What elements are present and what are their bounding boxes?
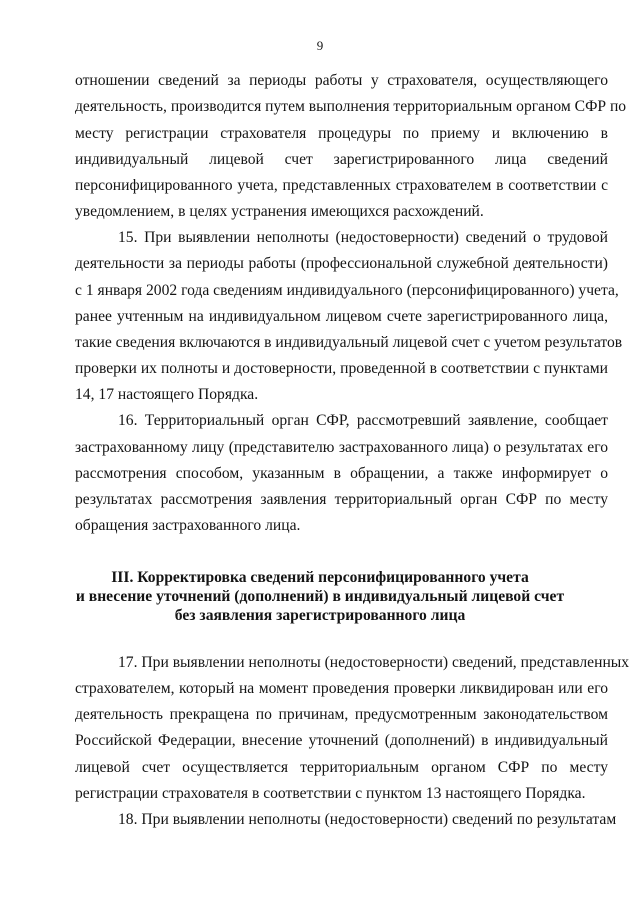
text-line: застрахованному лицу (представителю застрахованного лица) о результатах его [75,439,608,456]
text-line: деятельность прекращена по причинам, предусмотренным законодательством [75,706,608,723]
paragraph-17-first-line: 17. При выявлении неполноты (недостоверности) сведений, представленных [118,654,630,671]
text-line: деятельности за периоды работы (профессиональной служебной деятельности) [75,255,608,272]
text-line: месту регистрации страхователя процедуры по приему и включению в [75,125,608,142]
text-line: обращения застрахованного лица. [75,517,301,534]
text-line: проверки их полноты и достоверности, проведенной в соответствии с пунктами [75,360,608,377]
text-line: уведомлением, в целях устранения имеющихся расхождений. [75,203,484,220]
text-line: регистрации страхователя в соответствии с пунктом 13 настоящего Порядка. [75,785,586,802]
text-line: Российской Федерации, внесение уточнений (дополнений) в индивидуальный [75,732,608,749]
text-line: персонифицированного учета, представленных страхователем в соответствии с [75,177,608,194]
text-line: такие сведения включаются в индивидуальный лицевой счет с учетом результатов [75,334,623,351]
text-line: лицевой счет осуществляется территориальным органом СФР по месту [75,759,608,776]
text-line: отношении сведений за периоды работы у страхователя, осуществляющего [75,72,608,89]
text-line: индивидуальный лицевой счет зарегистрированного лица сведений [75,151,608,168]
text-line: 14, 17 настоящего Порядка. [75,386,259,403]
text-line: деятельность, производится путем выполнения территориальным органом СФР по [75,98,627,115]
page-number: 9 [316,38,324,53]
text-line: рассмотрения способом, указанным в обращении, а также информирует о [75,465,608,482]
text-line: ранее учтенным на индивидуальном лицевом счете зарегистрированного лица, [75,308,608,325]
section-heading-line: и внесение уточнений (дополнений) в индивидуальный лицевой счет [75,588,565,605]
section-heading-line: без заявления зарегистрированного лица [174,607,466,624]
paragraph-16-first-line: 16. Территориальный орган СФР, рассмотревший заявление, сообщает [118,412,608,429]
paragraph-18-first-line: 18. При выявлении неполноты (недостоверности) сведений по результатам [118,811,617,828]
paragraph-15-first-line: 15. При выявлении неполноты (недостоверности) сведений о трудовой [118,229,608,246]
section-heading-line: III. Корректировка сведений персонифицированного учета [111,569,529,586]
text-line: страхователем, который на момент проведения проверки ликвидирован или его [75,680,608,697]
text-line: с 1 января 2002 года сведениям индивидуального (персонифицированного) учета, [75,282,619,299]
text-line: результатах рассмотрения заявления территориальный орган СФР по месту [75,491,608,508]
